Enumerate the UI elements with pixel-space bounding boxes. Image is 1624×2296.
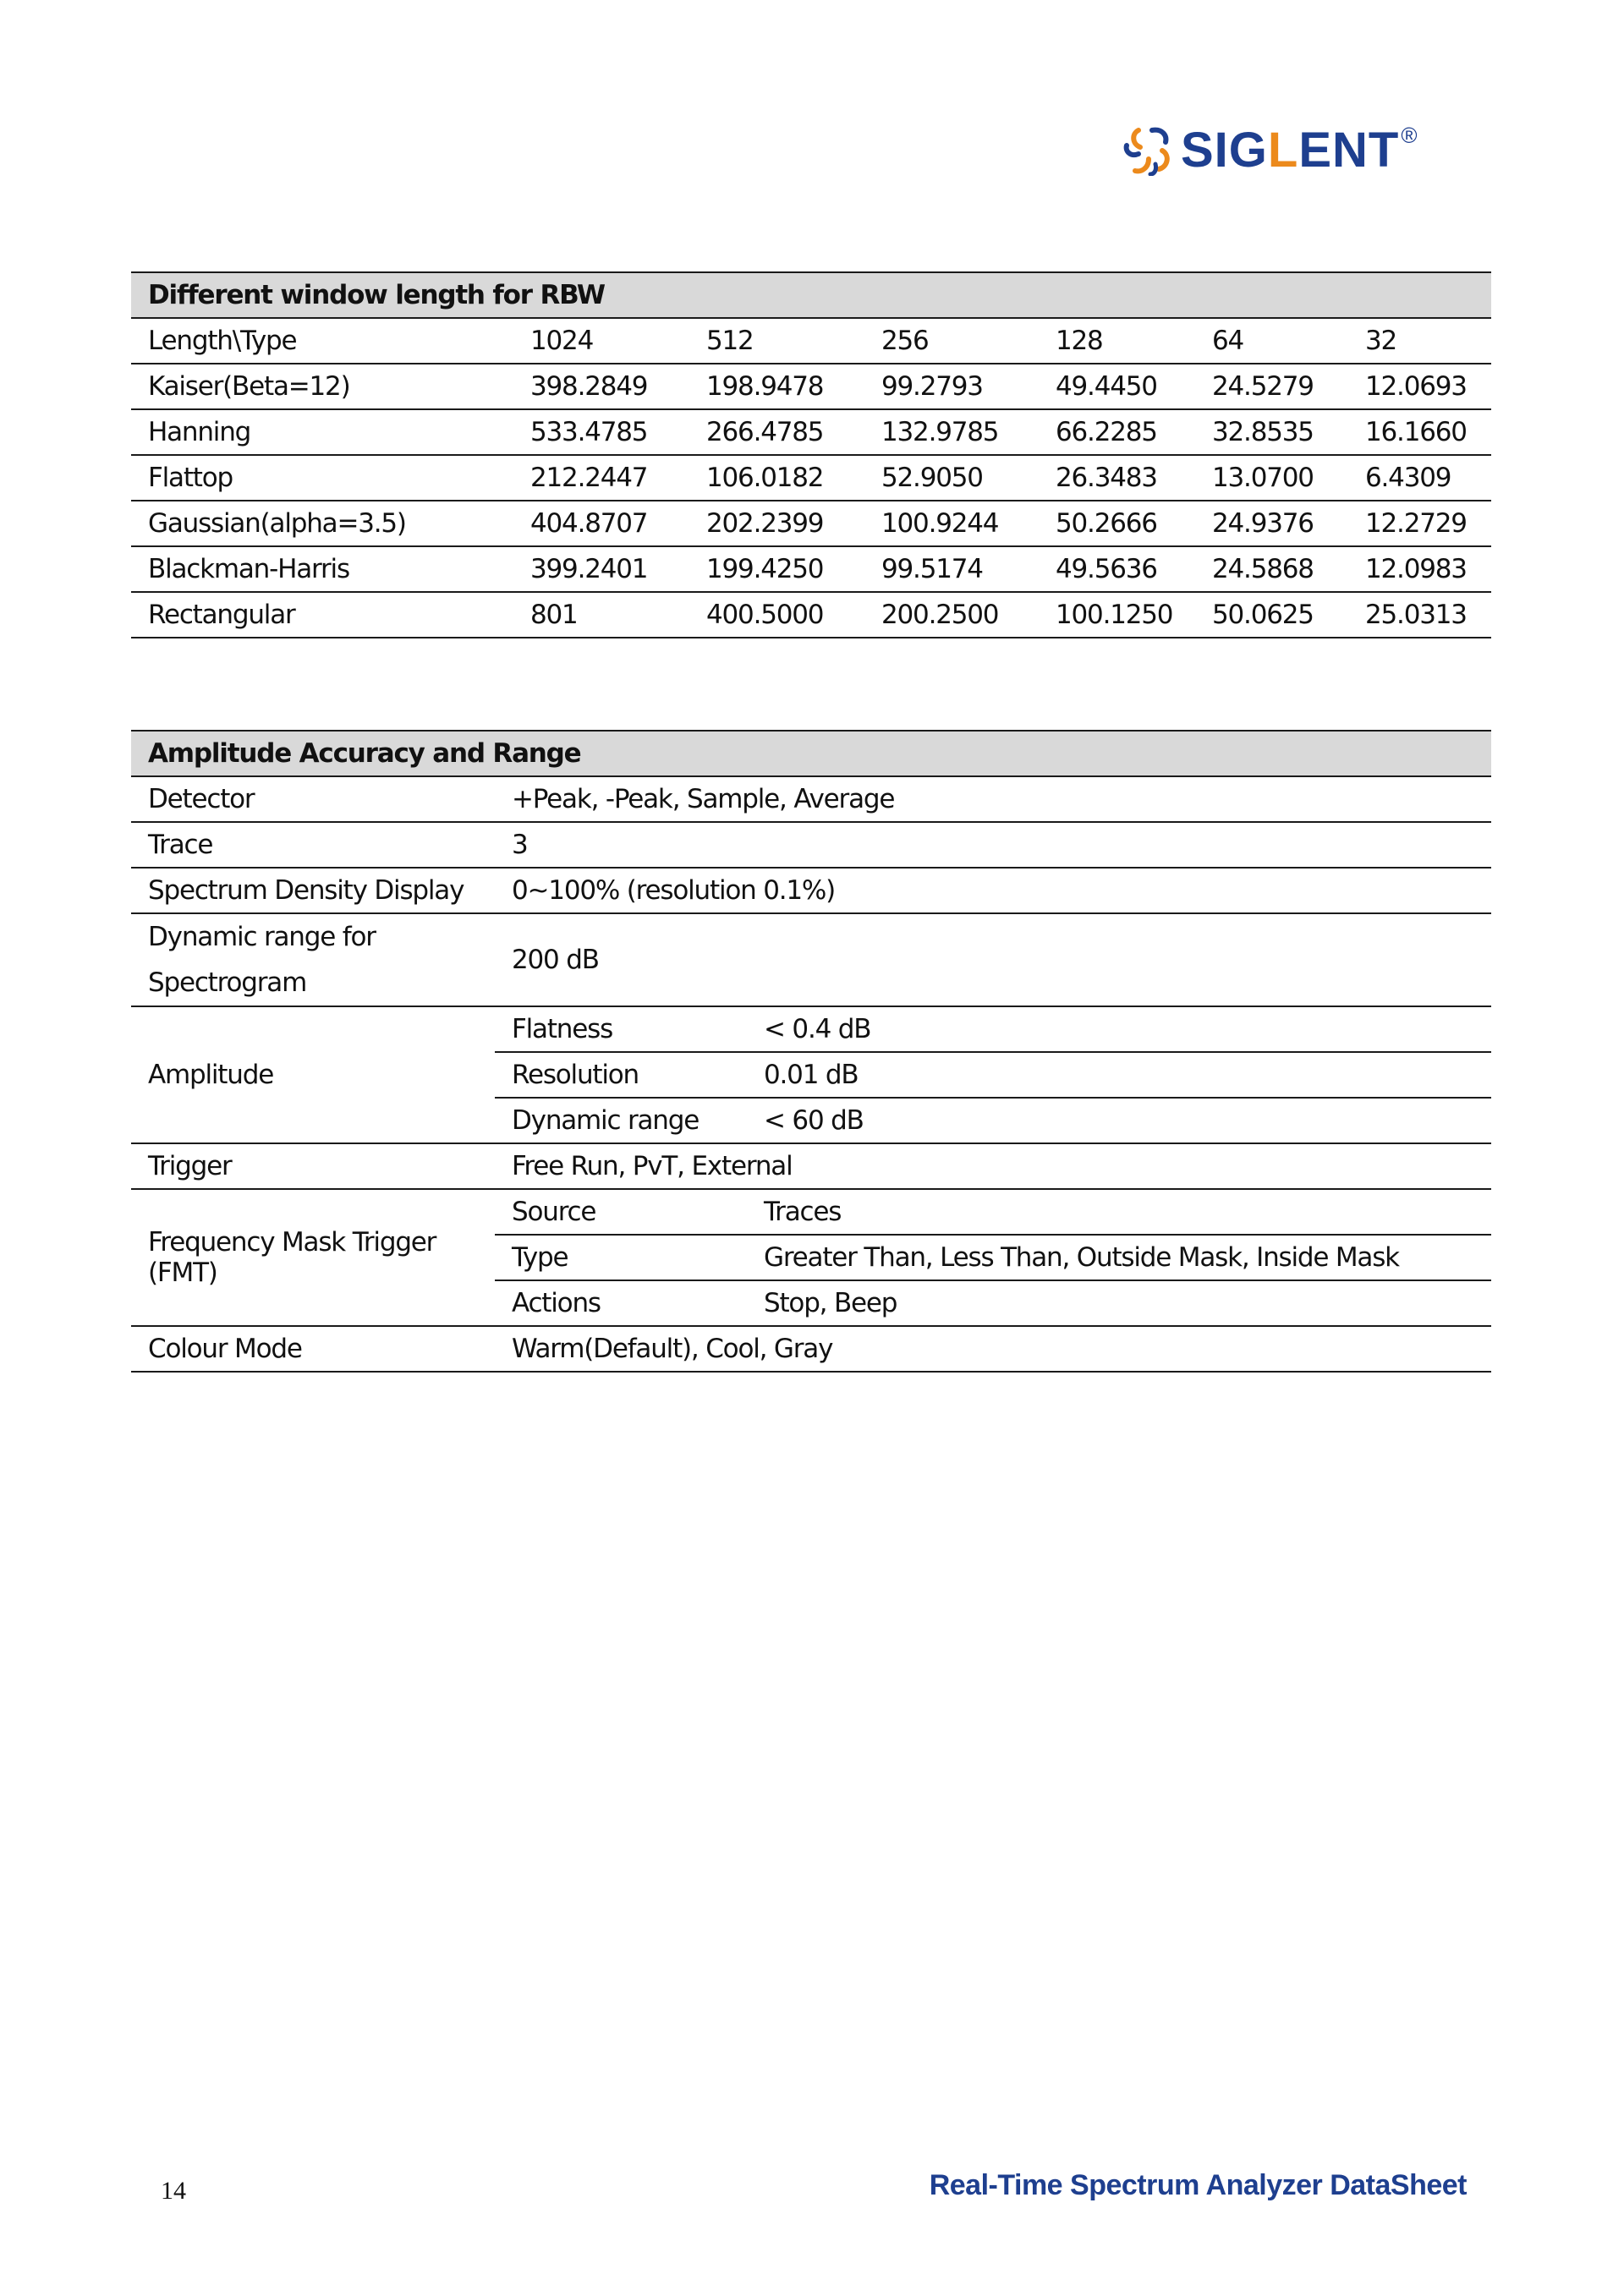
- rbw-value-cell: 132.9785: [864, 409, 1039, 455]
- rbw-value-cell: 100.9244: [864, 501, 1039, 546]
- page-number: 14: [161, 2177, 186, 2205]
- rbw-value-cell: 801: [513, 592, 689, 638]
- table-row-trigger: [131, 1143, 1491, 1189]
- table-row-fmt: [131, 1189, 1491, 1235]
- window-type-cell: Blackman-Harris: [131, 546, 513, 592]
- rbw-value-cell: 52.9050: [864, 455, 1039, 501]
- rbw-value-cell: 399.2401: [513, 546, 689, 592]
- rbw-value-cell: 198.9478: [689, 364, 864, 409]
- sub-label: Actions: [495, 1280, 747, 1326]
- registered-mark: ®: [1401, 122, 1418, 148]
- rbw-value-cell: 199.4250: [689, 546, 864, 592]
- table-title: Different window length for RBW: [131, 272, 1491, 318]
- rbw-value-cell: 212.2447: [513, 455, 689, 501]
- sub-label: Resolution: [495, 1052, 747, 1098]
- rbw-value-cell: 400.5000: [689, 592, 864, 638]
- row-value: 3: [495, 822, 1491, 868]
- column-header: Length\Type: [131, 318, 513, 364]
- rbw-value-cell: 49.5636: [1039, 546, 1195, 592]
- rbw-value-cell: 24.5868: [1195, 546, 1348, 592]
- rbw-value-cell: 32.8535: [1195, 409, 1348, 455]
- rbw-value-cell: 24.9376: [1195, 501, 1348, 546]
- row-label: Trace: [131, 822, 495, 868]
- sub-label: Source: [495, 1189, 747, 1235]
- table-row: [131, 592, 1491, 638]
- window-type-cell: Hanning: [131, 409, 513, 455]
- sub-label: Flatness: [495, 1006, 747, 1052]
- brand-name: SIGLENT: [1181, 123, 1400, 178]
- table-row: [131, 455, 1491, 501]
- rbw-value-cell: 24.5279: [1195, 364, 1348, 409]
- rbw-value-cell: 25.0313: [1348, 592, 1491, 638]
- column-header: 256: [864, 318, 1039, 364]
- table-title-row: [131, 731, 1491, 776]
- column-header: 64: [1195, 318, 1348, 364]
- table-row: [131, 364, 1491, 409]
- row-label: Detector: [131, 776, 495, 822]
- sub-value: < 0.4 dB: [747, 1006, 1491, 1052]
- table-row-colour-mode: [131, 1326, 1491, 1372]
- rbw-value-cell: 398.2849: [513, 364, 689, 409]
- row-label: Spectrum Density Display: [131, 868, 495, 913]
- table-row: [131, 501, 1491, 546]
- table-header-row: [131, 318, 1491, 364]
- document-title: Real-Time Spectrum Analyzer DataSheet: [929, 2169, 1467, 2201]
- rbw-value-cell: 6.4309: [1348, 455, 1491, 501]
- table-row-detector: [131, 776, 1491, 822]
- sub-value: Traces: [747, 1189, 1491, 1235]
- window-type-cell: Gaussian(alpha=3.5): [131, 501, 513, 546]
- rbw-window-length-table: [131, 271, 1491, 638]
- sub-label: Type: [495, 1235, 747, 1280]
- rbw-value-cell: 404.8707: [513, 501, 689, 546]
- rbw-value-cell: 99.2793: [864, 364, 1039, 409]
- rbw-value-cell: 200.2500: [864, 592, 1039, 638]
- window-type-cell: Rectangular: [131, 592, 513, 638]
- rbw-value-cell: 106.0182: [689, 455, 864, 501]
- rbw-value-cell: 12.0693: [1348, 364, 1491, 409]
- sub-value: 0.01 dB: [747, 1052, 1491, 1098]
- sub-label: Dynamic range: [495, 1098, 747, 1143]
- table-title: Amplitude Accuracy and Range: [131, 731, 1491, 776]
- sub-value: < 60 dB: [747, 1098, 1491, 1143]
- row-label: Colour Mode: [131, 1326, 495, 1372]
- sub-value: Greater Than, Less Than, Outside Mask, Inside Mask: [747, 1235, 1491, 1280]
- table-row: [131, 546, 1491, 592]
- column-header: 1024: [513, 318, 689, 364]
- row-label: Frequency Mask Trigger (FMT): [131, 1189, 495, 1326]
- rbw-value-cell: 50.0625: [1195, 592, 1348, 638]
- rbw-value-cell: 13.0700: [1195, 455, 1348, 501]
- table-row-amplitude: [131, 1006, 1491, 1052]
- table-row: [131, 409, 1491, 455]
- row-label: Dynamic range for Spectrogram: [131, 913, 495, 1006]
- rbw-value-cell: 49.4450: [1039, 364, 1195, 409]
- row-value: Warm(Default), Cool, Gray: [495, 1326, 1491, 1372]
- siglent-logo: [1123, 122, 1418, 178]
- rbw-value-cell: 202.2399: [689, 501, 864, 546]
- rbw-value-cell: 12.2729: [1348, 501, 1491, 546]
- table-title-row: [131, 272, 1491, 318]
- rbw-value-cell: 99.5174: [864, 546, 1039, 592]
- table-row-trace: [131, 822, 1491, 868]
- row-value: Free Run, PvT, External: [495, 1143, 1491, 1189]
- row-value: +Peak, -Peak, Sample, Average: [495, 776, 1491, 822]
- siglent-swirl-icon: [1123, 125, 1176, 176]
- sub-value: Stop, Beep: [747, 1280, 1491, 1326]
- row-value: 200 dB: [495, 913, 1491, 1006]
- row-label: Trigger: [131, 1143, 495, 1189]
- row-value: 0~100% (resolution 0.1%): [495, 868, 1491, 913]
- rbw-value-cell: 50.2666: [1039, 501, 1195, 546]
- column-header: 32: [1348, 318, 1491, 364]
- column-header: 512: [689, 318, 864, 364]
- rbw-value-cell: 12.0983: [1348, 546, 1491, 592]
- row-label: Amplitude: [131, 1006, 495, 1143]
- rbw-value-cell: 100.1250: [1039, 592, 1195, 638]
- window-type-cell: Flattop: [131, 455, 513, 501]
- window-type-cell: Kaiser(Beta=12): [131, 364, 513, 409]
- rbw-value-cell: 16.1660: [1348, 409, 1491, 455]
- table-row-density: [131, 868, 1491, 913]
- rbw-value-cell: 533.4785: [513, 409, 689, 455]
- column-header: 128: [1039, 318, 1195, 364]
- table-row-spectrogram: [131, 913, 1491, 1006]
- rbw-value-cell: 26.3483: [1039, 455, 1195, 501]
- rbw-value-cell: 66.2285: [1039, 409, 1195, 455]
- amplitude-accuracy-table: [131, 730, 1491, 1373]
- rbw-value-cell: 266.4785: [689, 409, 864, 455]
